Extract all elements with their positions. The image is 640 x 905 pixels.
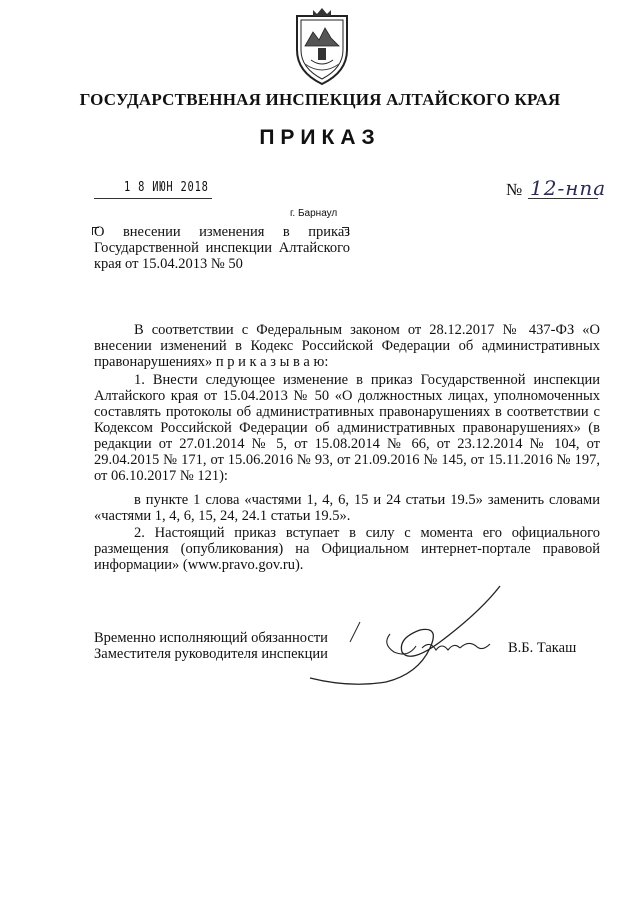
document-type-title: ПРИКАЗ bbox=[259, 126, 381, 149]
item1-text: 1. Внести следующее изменение в приказ Государственной инспекции Алтайского края от 15.04.2013 № 50 «О должностных лицах, уполномоченных составлять протоколы об административных правонарушениях в соответствии с Кодексом Российской Федерации об административных правонарушениях» (в редакции от 27.01.2014 № 5, от 15.08.2014 № 66, от 23.12.2014 № 104, от 29.04.2015 № 171, от 15.06.2016 № 93, от 21.09.2016 № 145, от 15.11.2016 № 197, от 06.10.2017 № 121): bbox=[94, 372, 600, 484]
number-underline bbox=[528, 198, 598, 199]
body-paragraph-item1 bbox=[94, 372, 600, 484]
item1-change-text: в пункте 1 слова «частями 1, 4, 6, 15 и 24 статьи 19.5» заменить словами «частями 1, 4, 6, 15, 24, 24.1 статьи 19.5». bbox=[94, 492, 600, 524]
position-line-1: Временно исполняющий обязанности bbox=[94, 630, 328, 646]
position-line-2: Заместителя руководителя инспекции bbox=[94, 646, 328, 662]
document-date: 1 8 ИЮН 2018 bbox=[124, 180, 209, 195]
coat-of-arms-emblem bbox=[291, 6, 353, 88]
intro-text: В соответствии с Федеральным законом от 28.12.2017 № 437-ФЗ «О внесении изменений в Кодекс Российской Федерации об административных правонарушениях» п р и к а з ы в а ю: bbox=[94, 322, 600, 370]
number-sign: № bbox=[506, 180, 523, 199]
document-number: 12-нпа bbox=[530, 176, 607, 200]
body-paragraph-intro bbox=[94, 322, 600, 370]
handwritten-signature bbox=[290, 582, 520, 692]
date-underline bbox=[94, 198, 212, 199]
body-paragraph-item1-change bbox=[94, 492, 600, 524]
organization-name: ГОСУДАРСТВЕННАЯ ИНСПЕКЦИЯ АЛТАЙСКОГО КРАЯ bbox=[79, 90, 561, 109]
item2-text: 2. Настоящий приказ вступает в силу с момента его официального размещения (опубликования) на Официальном интернет-портале правовой информации» (www.pravo.gov.ru). bbox=[94, 525, 600, 573]
order-subject: О внесении изменения в приказ Государственной инспекции Алтайского края от 15.04.2013 № 50 bbox=[94, 224, 350, 272]
body-paragraph-item2 bbox=[94, 525, 600, 573]
signatory-name: В.Б. Такаш bbox=[508, 640, 577, 656]
city-label: г. Барнаул bbox=[290, 208, 338, 219]
